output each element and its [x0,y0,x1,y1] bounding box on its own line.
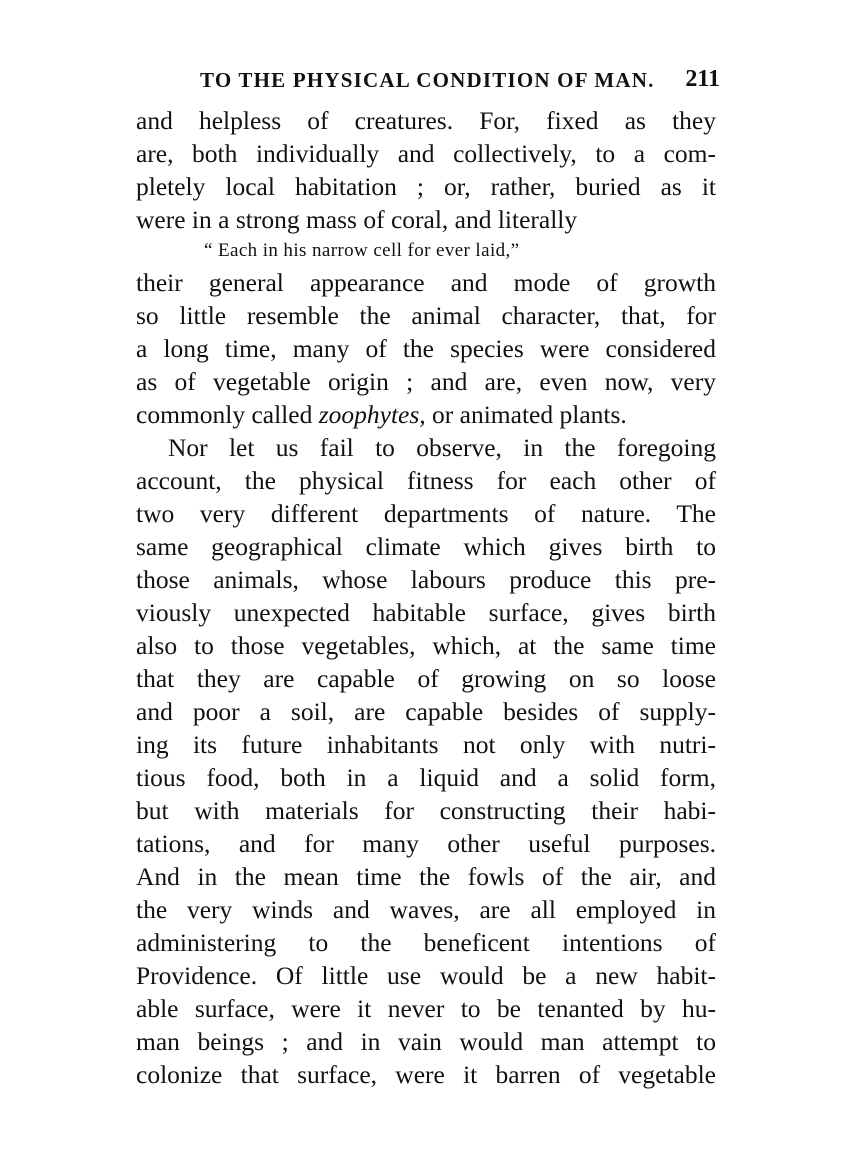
paragraph-first-line: Nor let us fail to observe, in the foregoing [168,433,716,462]
text-line: And in the mean time the fowls of the air, and [136,862,716,891]
text-line: pletely local habitation ; or, rather, buried as it [136,172,716,201]
text-line: as of vegetable origin ; and are, even now, very [136,367,716,396]
text-line: colonize that surface, were it barren of vegetable [136,1060,716,1089]
text-fragment: or animated plants. [425,400,627,429]
text-line: ing its future inhabitants not only with nutri- [136,730,716,759]
text-line [136,398,716,431]
quotation-line: “ Each in his narrow cell for ever laid,” [204,240,520,261]
text-line: same geographical climate which gives birth to [136,532,716,561]
text-line: those animals, whose labours produce this pre- [136,565,716,594]
text-line: Providence. Of little use would be a new habit- [136,961,716,990]
text-line: the very winds and waves, are all employed in [136,895,716,924]
page-number: 211 [685,66,720,92]
text-line: their general appearance and mode of growth [136,268,716,297]
text-line: two very different departments of nature. The [136,499,716,528]
text-line: viously unexpected habitable surface, gives birth [136,598,716,627]
text-line: man beings ; and in vain would man attempt to [136,1027,716,1056]
running-head [200,68,720,98]
text-line: so little resemble the animal character, that, for [136,301,716,330]
italic-term: zoophytes, [318,400,426,429]
text-line: but with materials for constructing their habi- [136,796,716,825]
text-line: account, the physical fitness for each other of [136,466,716,495]
text-line: administering to the beneficent intentions of [136,928,716,957]
text-line: a long time, many of the species were considered [136,334,716,363]
text-line: that they are capable of growing on so loose [136,664,716,693]
text-line: tious food, both in a liquid and a solid form, [136,763,716,792]
text-fragment: commonly called [136,400,319,429]
text-line: and poor a soil, are capable besides of supply- [136,697,716,726]
body-text [136,104,716,1091]
running-head-title: TO THE PHYSICAL CONDITION OF MAN. [200,68,655,92]
text-line: were in a strong mass of coral, and literally [136,205,578,234]
text-line: tations, and for many other useful purposes. [136,829,716,858]
text-line: also to those vegetables, which, at the same time [136,631,716,660]
text-line: are, both individually and collectively, to a com- [136,139,716,168]
text-line: and helpless of creatures. For, fixed as they [136,106,716,135]
text-line: able surface, were it never to be tenanted by hu- [136,994,716,1023]
